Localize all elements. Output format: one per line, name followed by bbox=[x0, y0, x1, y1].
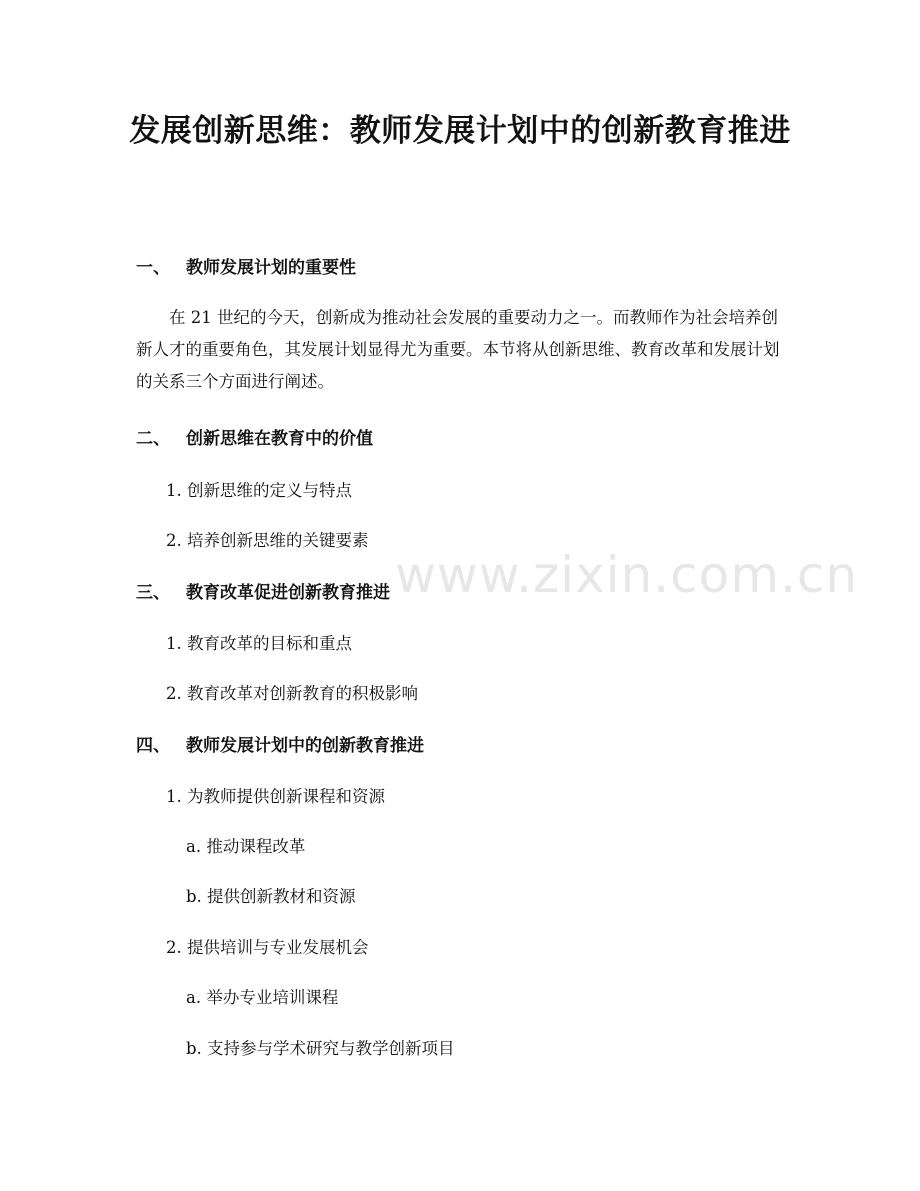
section-number: 一、 bbox=[136, 258, 170, 278]
sub-list-item: b. 支持参与学术研究与教学创新项目 bbox=[186, 1039, 455, 1058]
sub-list-item: a. 推动课程改革 bbox=[186, 837, 306, 856]
section-number: 二、 bbox=[136, 429, 170, 449]
list-item: 1. 教育改革的目标和重点 bbox=[166, 634, 352, 653]
section-heading-text: 创新思维在教育中的价值 bbox=[186, 429, 373, 449]
section-heading bbox=[136, 428, 373, 450]
watermark: www.zixin.com.cn bbox=[395, 546, 859, 604]
list-item: 2. 提供培训与专业发展机会 bbox=[166, 938, 369, 957]
section-heading-text: 教育改革促进创新教育推进 bbox=[186, 583, 390, 603]
list-item: 1. 为教师提供创新课程和资源 bbox=[166, 787, 385, 806]
sub-list-item: a. 举办专业培训课程 bbox=[186, 988, 339, 1007]
section-heading-text: 教师发展计划的重要性 bbox=[186, 258, 356, 278]
list-item: 2. 培养创新思维的关键要素 bbox=[166, 531, 369, 550]
section-number: 四、 bbox=[136, 736, 170, 756]
document-title: 发展创新思维：教师发展计划中的创新教育推进 bbox=[129, 113, 791, 149]
section-paragraph: 在 21 世纪的今天，创新成为推动社会发展的重要动力之一。而教师作为社会培养创新人才的重要角色，其发展计划显得尤为重要。本节将从创新思维、教育改革和发展计划的关系三个方面进行阐述。 bbox=[136, 308, 780, 391]
section-heading bbox=[136, 257, 356, 279]
list-item: 2. 教育改革对创新教育的积极影响 bbox=[166, 684, 418, 703]
sub-list-item: b. 提供创新教材和资源 bbox=[186, 887, 356, 906]
section-number: 三、 bbox=[136, 583, 170, 603]
section-heading-text: 教师发展计划中的创新教育推进 bbox=[186, 736, 424, 756]
list-item: 1. 创新思维的定义与特点 bbox=[166, 481, 352, 500]
section-heading bbox=[136, 735, 424, 757]
section-heading bbox=[136, 582, 390, 604]
